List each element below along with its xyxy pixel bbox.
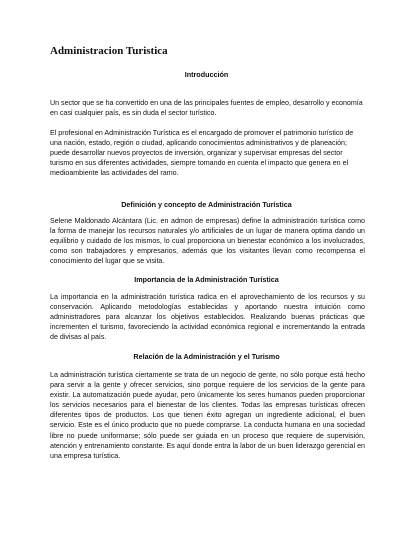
section-heading-importancia: Importancia de la Administración Turística <box>134 275 279 284</box>
section-heading-definicion: Definición y concepto de Administración Turística <box>121 200 292 209</box>
paragraph-importancia: La importancia en la administración turística radica en el aprovechamiento de los recursos y su conservación. Aplicando metodologías establecidas y aportando nuestra intuición como administradores para alcanzar los objetivos establecidos. Realizando buenas prácticas que incrementen el turismo, favoreciendo la actividad económica regional e incrementando la entrada de divisas al país. <box>50 293 365 342</box>
document-title: Administracion Turistica <box>50 45 168 57</box>
section-heading-relacion: Relación de la Administración y el Turismo <box>133 352 280 361</box>
paragraph-relacion: La administración turística ciertamente se trata de un negocio de gente, no sólo porque está hecho para servir a la gente y ofrecer servicios, sino porque requiere de los servicios de la gente para existir. La automatización puede ayudar, pero únicamente los seres humanos pueden proporcionar los servicios necesarios para el bienestar de los clientes. Todas las empresas turísticas ofrecen diferentes tipos de productos. Los que tienen éxito agregan un ingrediente adicional, el buen servicio. Este es el único producto que no puede comprarse. La conducta humana en una sociedad libre no puede uniformarse; sólo puede ser guiada en un proceso que requiere de supervisión, atención y entrenamiento constante. Es aquí donde entra la labor de un buen liderazgo gerencial en una empresa turística. <box>50 371 365 460</box>
paragraph-definicion: Selene Maldonado Alcántara (Lic. en admon de empresas) define la administración turística como la forma de manejar los recursos naturales y/o artificiales de un lugar de manera optima dando un equilibrio y cuidado de los mismos, lo cual proporciona un bienestar económico a los involucrados, como son trabajadores y empresarios, además que los visitantes llevan como recompensa el conocimiento del lugar que se visita. <box>50 217 365 266</box>
paragraph-intro-1: Un sector que se ha convertido en una de las principales fuentes de empleo, desarrollo y economía en casi cualquier país, es sin duda el sector turístico. <box>50 99 363 118</box>
section-heading-introduccion: Introducción <box>184 70 229 79</box>
paragraph-intro-2: El profesional en Administración Turística es el encargado de promover el patrimonio turístico de una nación, estado, región o ciudad, aplicando conocimientos administrativos y de planeación; puede desarrollar nuevos proyectos de inversión, organizar y supervisar empresas del sector turismo en sus diferentes actividades, siempre tomando en cuenta el impacto que genera en el medioambiente las actividades del ramo. <box>50 129 354 178</box>
